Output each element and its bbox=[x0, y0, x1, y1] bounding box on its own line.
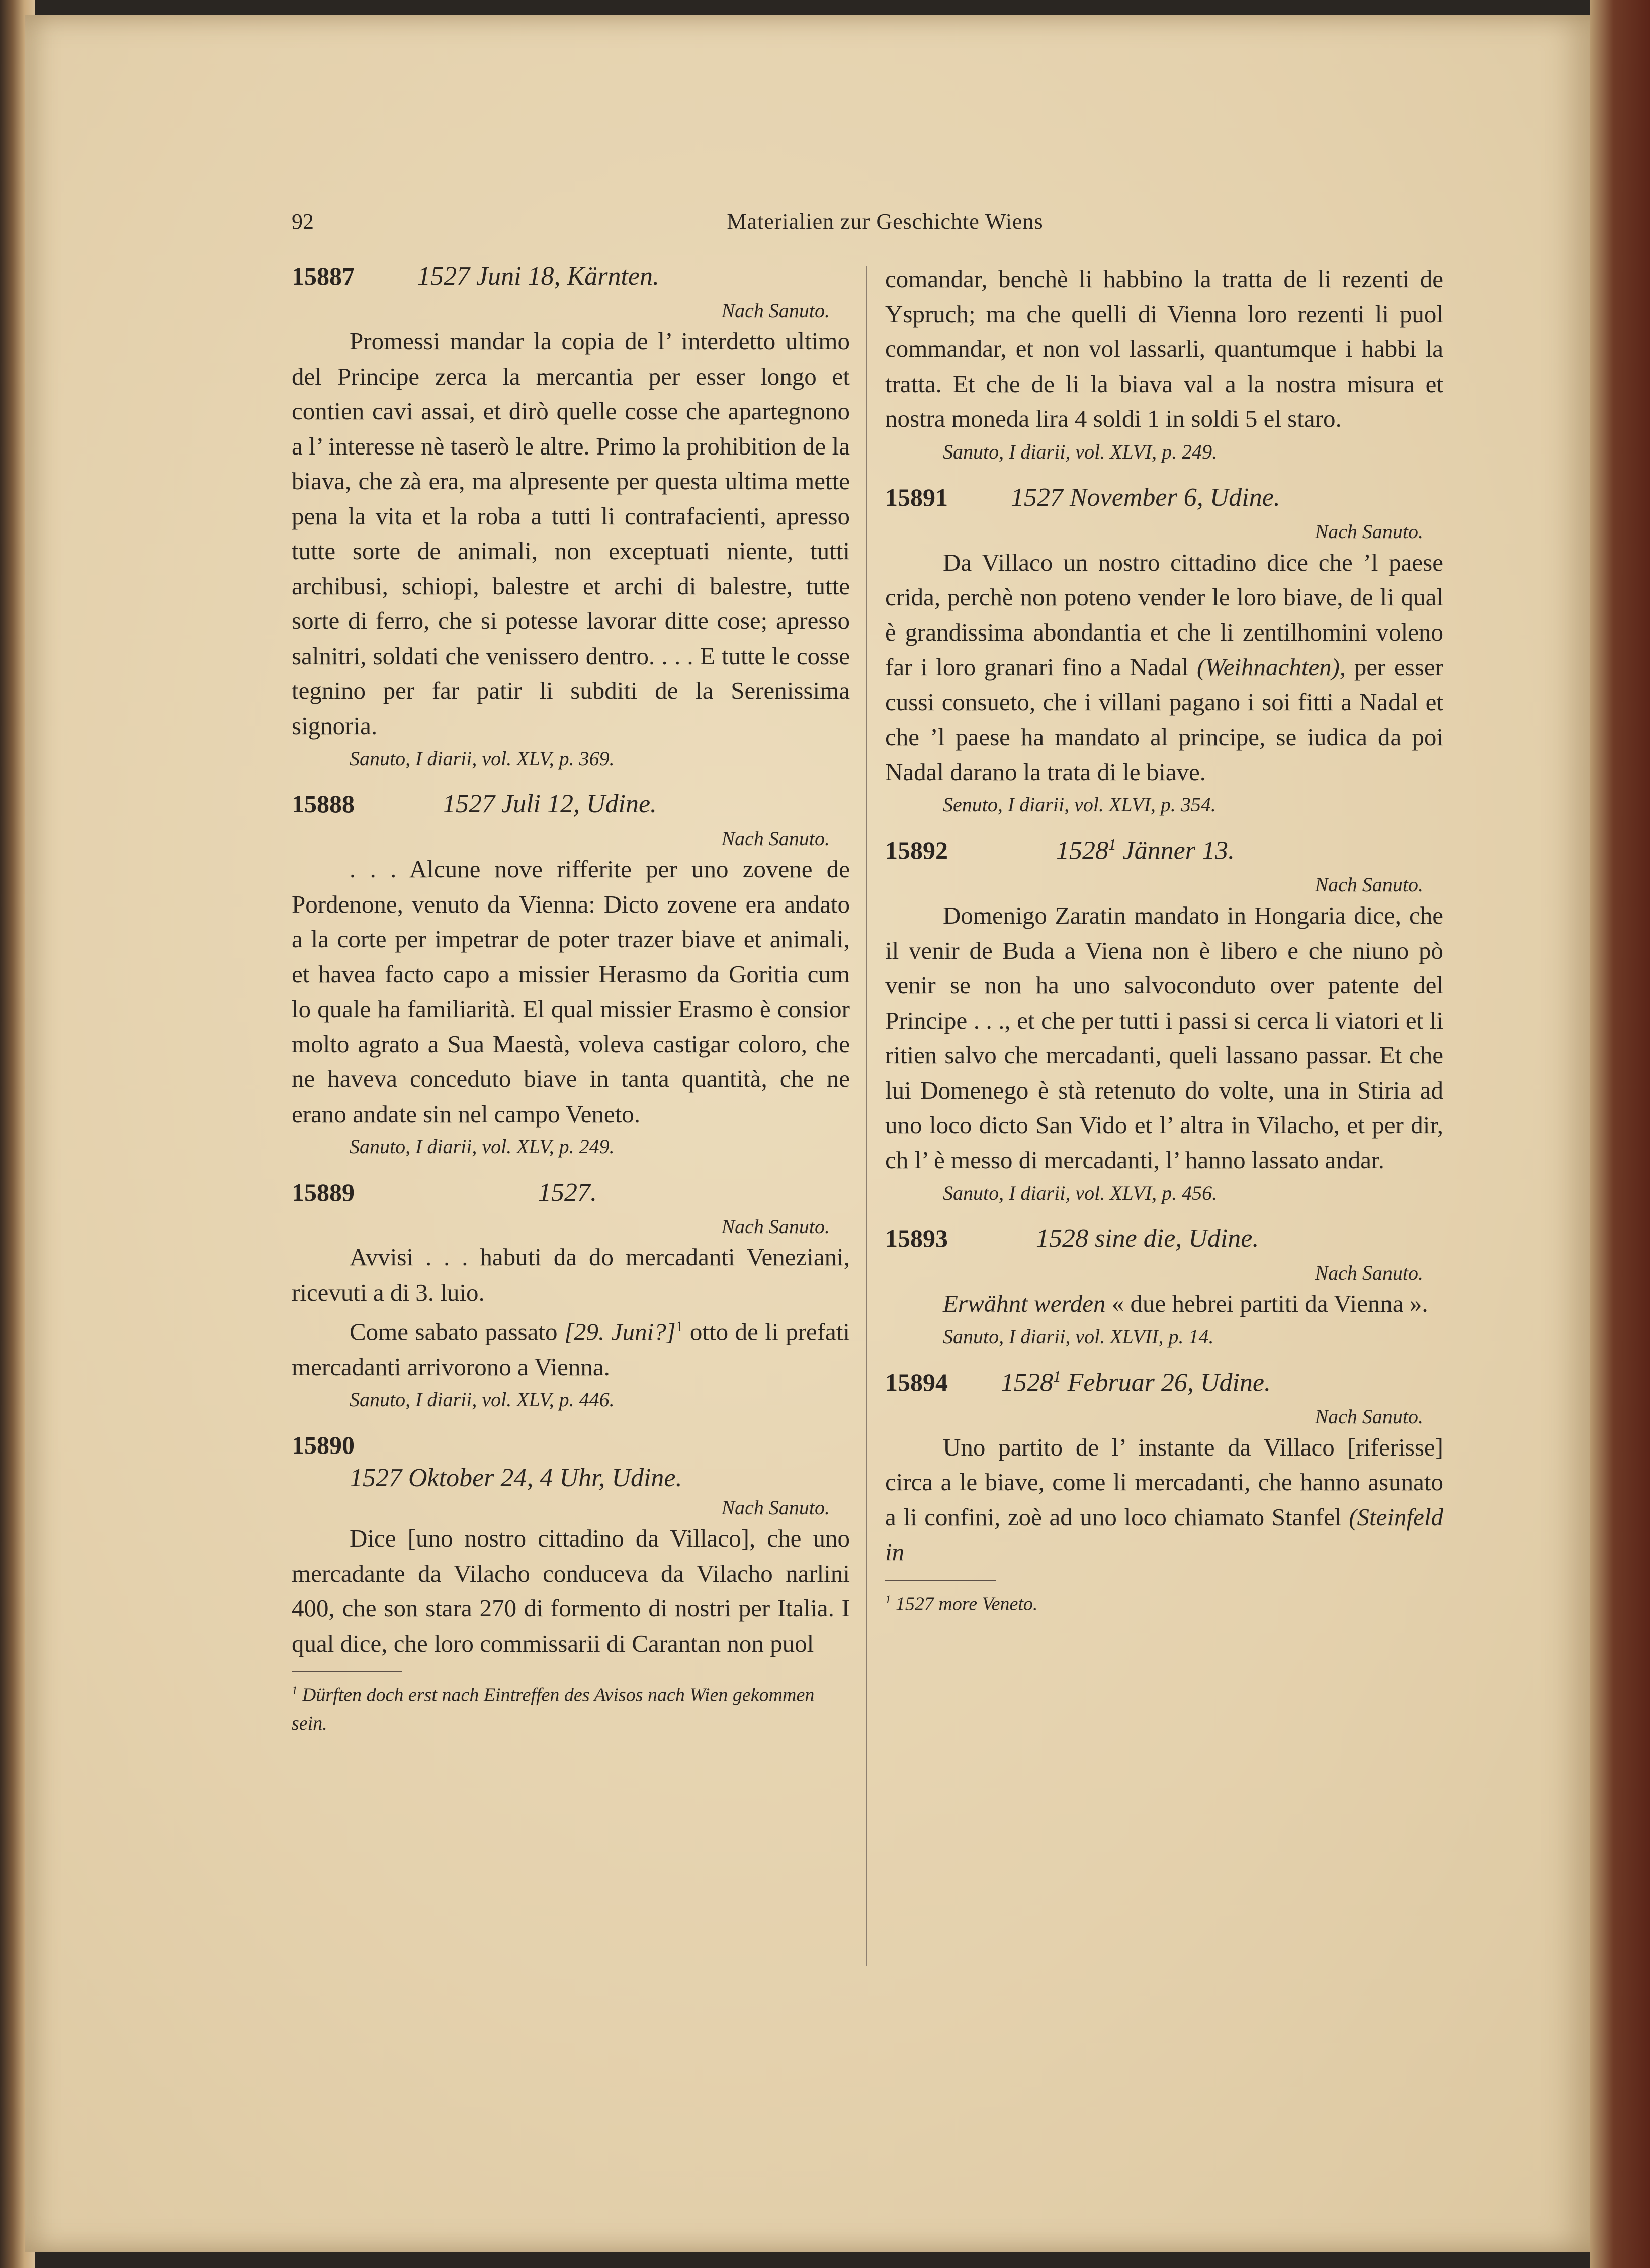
entry-text: Domenigo Zaratin mandato in Hongaria dice, che il venir de Buda a Viena non è libero e che niuno pò venir se non ha uno salvoconduto over patente del Principe . . ., et che per tutti i passi si cerca li viatori et li ritien salvo che mercadanti, queli lassano passar. Et che lui Domenego è stà retenuto do volte, una in Stiria ad uno loco dicto San Vido et l’ altra in Vilacho, et per dir, ch l’ è messo di mercadanti, l’ hanno lassato andar. bbox=[885, 901, 1443, 1174]
page-number: 92 bbox=[292, 209, 314, 234]
entry-text: Erwähnt werden « due hebrei partiti da Vienna ». bbox=[943, 1290, 1428, 1317]
entry-number: 15888 bbox=[292, 790, 355, 818]
page-header bbox=[292, 209, 1479, 239]
entry-date: 1528$^1$ Februar 26, Udine. bbox=[1001, 1367, 1271, 1397]
entry-number: 15894 bbox=[885, 1368, 948, 1396]
entry-citation: Sanuto, I diarii, vol. XLV, p. 249. bbox=[350, 1135, 615, 1158]
entry-source: Nach Sanuto. bbox=[1315, 520, 1423, 543]
footnote-mark: 1 bbox=[675, 1319, 683, 1335]
entry-citation: Sanuto, I diarii, vol. XLV, p. 446. bbox=[350, 1388, 615, 1411]
entry-date: 1527. bbox=[538, 1178, 597, 1207]
entry-source: Nach Sanuto. bbox=[1315, 873, 1423, 896]
entry-15891 bbox=[885, 483, 1443, 821]
entry-date: 1528$^1$ Jänner 13. bbox=[1056, 836, 1235, 865]
entry-15890-continuation bbox=[885, 261, 1443, 468]
footnote: $^1$ 1527 more Veneto. bbox=[885, 1593, 1038, 1615]
column-divider bbox=[866, 266, 867, 1966]
entry-date: 1527 Oktober 24, 4 Uhr, Udine. bbox=[350, 1464, 682, 1493]
entry-15894 bbox=[885, 1368, 1443, 1570]
entry-source: Nach Sanuto. bbox=[721, 1215, 830, 1238]
entry-text: Avvisi . . . habuti da do mercadanti Veneziani, ricevuti a di 3. luio. bbox=[292, 1243, 850, 1306]
entry-15889 bbox=[292, 1177, 850, 1415]
entry-15888 bbox=[292, 789, 850, 1162]
entry-number: 15892 bbox=[885, 836, 948, 864]
entry-text: Da Villaco un nostro cittadino dice che ’l paese crida, perchè non poteno vender le loro biave, de li qual è grandissima abondantia et che li zentilhomini voleno far i loro granari fino a Nadal (Weihnachten), per esser cussi consueto, che i villani pagano i soi fitti a Nadal et che ’l paese ha mandato al principe, se iudica da poi Nadal darano la trata di le biave. bbox=[885, 548, 1443, 786]
entry-number: 15891 bbox=[885, 483, 948, 511]
entry-number: 15890 bbox=[292, 1431, 355, 1460]
entry-text: . . . Alcune nove rifferite per uno zovene de Pordenone, venuto da Vienna: Dicto zovene era andato a la corte per impetrar de poter trazer biave et animali, et havea facto capo a missier Herasmo da Goritia cum lo quale ha familiarità. El qual missier Erasmo è consior molto agrato a Sua Maestà, voleva castigar coloro, che ne haveva conceduto biave in tanta quantità, che ne erano andate sin nel campo Veneto. bbox=[292, 855, 850, 1128]
entry-citation: Sanuto, I diarii, vol. XLVII, p. 14. bbox=[943, 1325, 1214, 1348]
entry-date: 1528 sine die, Udine. bbox=[1036, 1224, 1259, 1253]
entry-15887 bbox=[292, 261, 850, 774]
entry-citation: Sanuto, I diarii, vol. XLVI, p. 456. bbox=[943, 1182, 1218, 1204]
entry-source: Nach Sanuto. bbox=[721, 1496, 830, 1519]
entry-15890 bbox=[292, 1430, 850, 1661]
entry-text: comandar, benchè li habbino la tratta de li rezenti de Yspruch; ma che quelli di Vienna loro rezenti li puol commandar, et non vol lassarli, quantumque i habbi la tratta. Et che de li la biava val a la nostra misura et nostra moneda lira 4 soldi 1 in soldi 5 el staro. bbox=[885, 265, 1443, 432]
entry-number: 15887 bbox=[292, 262, 355, 290]
entry-text-2: Come sabato passato [29. Juni?]$^1$ otto de li prefati mercadanti arrivorono a Vienna. bbox=[292, 1318, 850, 1381]
entry-source: Nach Sanuto. bbox=[721, 299, 830, 322]
right-column bbox=[885, 261, 1443, 1618]
entry-date: 1527 November 6, Udine. bbox=[1011, 483, 1280, 512]
entry-15893 bbox=[885, 1224, 1443, 1352]
entry-text: Promessi mandar la copia de l’ interdetto ultimo del Principe zerca la mercantia per esser longo et contien cavi assai, et dirò quelle cosse che apartegnono a l’ interesse nè taserò le altre. Primo la prohibition de la biava, che zà era, ma alpresente per questa ultima mette pena la vita et la roba a tutti li contrafacienti, apresso tutte sorte de animali, non exceptuati niente, tutti archibusi, schiopi, balestre et archi di balestre, tutte sorte di ferro, che si potesse lavorar ditte cose; apresso salnitri, soldati che venissero dentro. . . . E tutte le cosse tegnino per far patir li subditi de la Serenissima signoria. bbox=[292, 327, 850, 740]
entry-citation: Senuto, I diarii, vol. XLVI, p. 354. bbox=[943, 793, 1216, 816]
entry-text: Dice [uno nostro cittadino da Villaco], che uno mercadante da Vilacho conduceva da Vilacho narlini 400, che son stara 270 di formento di nostri per Italia. I qual dice, che loro commissarii di Carantan non puol bbox=[292, 1524, 850, 1657]
footnote-rule bbox=[885, 1580, 996, 1581]
entry-source: Nach Sanuto. bbox=[721, 827, 830, 850]
entry-date: 1527 Juni 18, Kärnten. bbox=[417, 262, 659, 291]
entry-source: Nach Sanuto. bbox=[1315, 1261, 1423, 1284]
entry-citation: Sanuto, I diarii, vol. XLVI, p. 249. bbox=[943, 440, 1218, 463]
entry-number: 15889 bbox=[292, 1178, 355, 1206]
entry-source: Nach Sanuto. bbox=[1315, 1405, 1423, 1428]
footnote: $^1$ Dürften doch erst nach Eintreffen des Avisos nach Wien gekommen sein. bbox=[292, 1684, 815, 1734]
left-column bbox=[292, 261, 850, 1738]
entry-number: 15893 bbox=[885, 1224, 948, 1252]
entry-15892 bbox=[885, 836, 1443, 1209]
entry-text: Uno partito de l’ instante da Villaco [riferisse] circa a le biave, come li mercadanti, che hanno asunato a li confini, zoè ad uno loco chiamato Stanfel (Steinfeld in bbox=[885, 1433, 1443, 1566]
next-page-edge bbox=[1590, 0, 1650, 2268]
entry-date: 1527 Juli 12, Udine. bbox=[443, 790, 657, 819]
footnote-rule bbox=[292, 1671, 402, 1672]
entry-citation: Sanuto, I diarii, vol. XLV, p. 369. bbox=[350, 747, 615, 770]
running-title: Materialien zur Geschichte Wiens bbox=[727, 209, 1044, 234]
